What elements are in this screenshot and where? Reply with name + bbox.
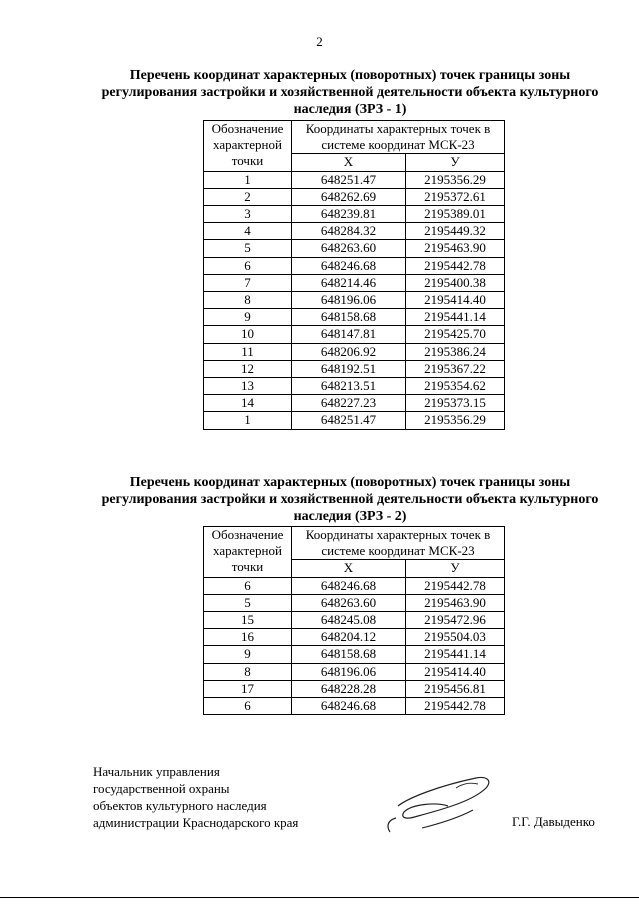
table-row xyxy=(204,360,505,377)
x-cell: 648228.28 xyxy=(292,680,406,697)
y-cell: 2195442.78 xyxy=(406,577,505,594)
position-line: государственной охраны xyxy=(93,781,230,796)
point-cell: 17 xyxy=(204,680,292,697)
y-cell: 2195442.78 xyxy=(406,698,505,715)
point-cell: 12 xyxy=(204,360,292,377)
x-cell: 648246.68 xyxy=(292,257,406,274)
x-cell: 648196.06 xyxy=(292,663,406,680)
y-cell: 2195373.15 xyxy=(406,395,505,412)
x-cell: 648246.68 xyxy=(292,698,406,715)
coordinates-table-zrz-2 xyxy=(203,526,505,715)
x-cell: 648262.69 xyxy=(292,188,406,205)
table-row xyxy=(204,292,505,309)
table-row xyxy=(204,257,505,274)
table-row xyxy=(204,698,505,715)
y-cell: 2195441.14 xyxy=(406,309,505,326)
x-cell: 648158.68 xyxy=(292,309,406,326)
point-cell: 3 xyxy=(204,206,292,223)
point-cell: 4 xyxy=(204,223,292,240)
table-row xyxy=(204,188,505,205)
table-row xyxy=(204,326,505,343)
point-cell: 8 xyxy=(204,663,292,680)
section-title-zrz-2: Перечень координат характерных (поворотных) точек границы зоны регулирования застройки и хозяйственной деятельности объекта культурного наследия (ЗРЗ - 2) xyxy=(101,475,599,524)
y-cell: 2195386.24 xyxy=(406,343,505,360)
point-cell: 11 xyxy=(204,343,292,360)
section-title-zrz-1: Перечень координат характерных (поворотных) точек границы зоны регулирования застройки и хозяйственной деятельности объекта культурного наследия (ЗРЗ - 1) xyxy=(101,68,599,117)
signer-name: Г.Г. Давыденко xyxy=(512,814,595,829)
x-cell: 648263.60 xyxy=(292,240,406,257)
table-row xyxy=(204,412,505,429)
y-cell: 2195389.01 xyxy=(406,206,505,223)
y-cell: 2195425.70 xyxy=(406,326,505,343)
point-cell: 15 xyxy=(204,612,292,629)
coordinates-table-zrz-1 xyxy=(203,120,505,430)
y-cell: 2195463.90 xyxy=(406,240,505,257)
header-point-designation: Обозначение характерной точки xyxy=(204,121,292,172)
header-point-designation: Обозначение характерной точки xyxy=(204,527,292,578)
point-cell: 6 xyxy=(204,698,292,715)
point-cell: 9 xyxy=(204,646,292,663)
x-cell: 648263.60 xyxy=(292,594,406,611)
table-row xyxy=(204,309,505,326)
y-cell: 2195456.81 xyxy=(406,680,505,697)
x-cell: 648204.12 xyxy=(292,629,406,646)
x-cell: 648196.06 xyxy=(292,292,406,309)
y-cell: 2195472.96 xyxy=(406,612,505,629)
y-cell: 2195356.29 xyxy=(406,412,505,429)
x-cell: 648251.47 xyxy=(292,171,406,188)
table-row xyxy=(204,171,505,188)
y-cell: 2195356.29 xyxy=(406,171,505,188)
header-coordinates: Координаты характерных точек в системе координат МСК-23 xyxy=(292,527,505,560)
y-cell: 2195354.62 xyxy=(406,378,505,395)
header-x: X xyxy=(292,560,406,577)
y-cell: 2195414.40 xyxy=(406,663,505,680)
position-line: администрации Краснодарского края xyxy=(93,815,299,830)
x-cell: 648213.51 xyxy=(292,378,406,395)
x-cell: 648245.08 xyxy=(292,612,406,629)
table-row xyxy=(204,206,505,223)
point-cell: 6 xyxy=(204,577,292,594)
handwritten-signature xyxy=(378,768,498,838)
point-cell: 13 xyxy=(204,378,292,395)
x-cell: 648239.81 xyxy=(292,206,406,223)
table-row xyxy=(204,663,505,680)
y-cell: 2195449.32 xyxy=(406,223,505,240)
point-cell: 2 xyxy=(204,188,292,205)
point-cell: 1 xyxy=(204,171,292,188)
table-row xyxy=(204,240,505,257)
table-row xyxy=(204,629,505,646)
header-y: У xyxy=(406,154,505,171)
point-cell: 1 xyxy=(204,412,292,429)
table-row xyxy=(204,594,505,611)
page-number: 2 xyxy=(316,34,323,49)
x-cell: 648158.68 xyxy=(292,646,406,663)
point-cell: 14 xyxy=(204,395,292,412)
header-y: У xyxy=(406,560,505,577)
point-cell: 7 xyxy=(204,274,292,291)
table-row xyxy=(204,274,505,291)
y-cell: 2195400.38 xyxy=(406,274,505,291)
point-cell: 9 xyxy=(204,309,292,326)
y-cell: 2195442.78 xyxy=(406,257,505,274)
position-line: Начальник управления xyxy=(93,764,220,779)
x-cell: 648227.23 xyxy=(292,395,406,412)
table-row xyxy=(204,577,505,594)
x-cell: 648214.46 xyxy=(292,274,406,291)
table-row xyxy=(204,680,505,697)
y-cell: 2195372.61 xyxy=(406,188,505,205)
position-line: объектов культурного наследия xyxy=(93,798,267,813)
table-row xyxy=(204,646,505,663)
x-cell: 648284.32 xyxy=(292,223,406,240)
y-cell: 2195504.03 xyxy=(406,629,505,646)
table-row xyxy=(204,343,505,360)
table-row xyxy=(204,612,505,629)
y-cell: 2195463.90 xyxy=(406,594,505,611)
point-cell: 6 xyxy=(204,257,292,274)
point-cell: 8 xyxy=(204,292,292,309)
signatory-position xyxy=(93,763,298,831)
x-cell: 648192.51 xyxy=(292,360,406,377)
header-x: X xyxy=(292,154,406,171)
table-row xyxy=(204,223,505,240)
point-cell: 10 xyxy=(204,326,292,343)
table-body-zrz-2 xyxy=(204,577,505,715)
header-coordinates: Координаты характерных точек в системе координат МСК-23 xyxy=(292,121,505,154)
x-cell: 648147.81 xyxy=(292,326,406,343)
table-row xyxy=(204,378,505,395)
point-cell: 16 xyxy=(204,629,292,646)
x-cell: 648206.92 xyxy=(292,343,406,360)
point-cell: 5 xyxy=(204,240,292,257)
table-row xyxy=(204,395,505,412)
table-body-zrz-1 xyxy=(204,171,505,429)
x-cell: 648251.47 xyxy=(292,412,406,429)
y-cell: 2195414.40 xyxy=(406,292,505,309)
x-cell: 648246.68 xyxy=(292,577,406,594)
point-cell: 5 xyxy=(204,594,292,611)
bottom-rule xyxy=(0,897,639,898)
y-cell: 2195367.22 xyxy=(406,360,505,377)
y-cell: 2195441.14 xyxy=(406,646,505,663)
